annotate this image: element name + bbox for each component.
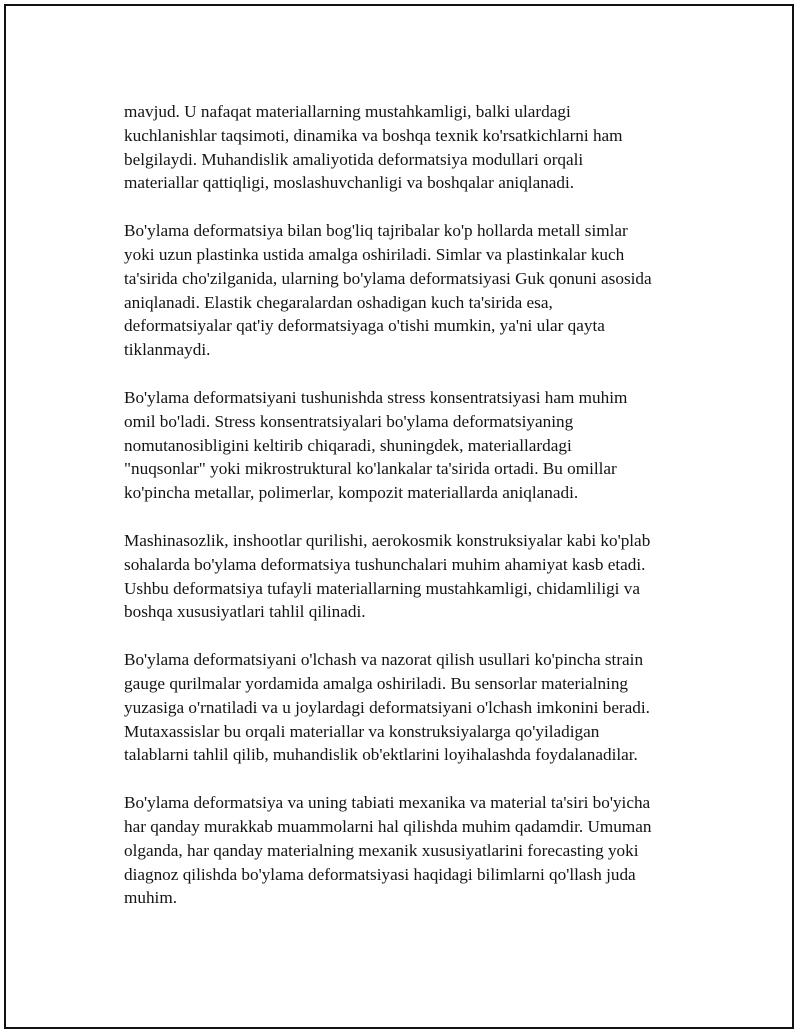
text-line: sohalarda bo'ylama deformatsiya tushunchalari muhim ahamiyat kasb etadi. xyxy=(124,554,646,574)
text-line: tiklanmaydi. xyxy=(124,340,211,360)
text-line: Bo'ylama deformatsiya va uning tabiati mexanika va material ta'siri bo'yicha xyxy=(124,793,651,813)
text-line: materiallar qattiqligi, moslashuvchanligi va boshqalar aniqlanadi. xyxy=(124,173,575,193)
text-line: ta'sirida cho'zilganida, ularning bo'ylama deformatsiyasi Guk qonuni asosida xyxy=(124,268,652,288)
text-line: diagnoz qilishda bo'ylama deformatsiyasi haqidagi bilimlarni qo'llash juda xyxy=(124,864,636,884)
paragraph xyxy=(124,791,704,910)
text-line: olganda, har qanday materialning mexanik xususiyatlarini forecasting yoki xyxy=(124,840,639,860)
text-line: nomutanosibligini keltirib chiqaradi, shuningdek, materiallardagi xyxy=(124,435,572,455)
text-line: muhim. xyxy=(124,888,177,908)
text-line: kuchlanishlar taqsimoti, dinamika va boshqa texnik ko'rsatkichlarni ham xyxy=(124,125,623,145)
text-line: har qanday murakkab muammolarni hal qilishda muhim qadamdir. Umuman xyxy=(124,816,652,836)
text-line: mavjud. U nafaqat materiallarning mustahkamligi, balki ulardagi xyxy=(124,102,571,121)
text-line: Mashinasozlik, inshootlar qurilishi, aerokosmik konstruksiyalar kabi ko'plab xyxy=(124,530,651,550)
text-line: "nuqsonlar" yoki mikrostruktural ko'lankalar ta'sirida ortadi. Bu omillar xyxy=(124,459,617,479)
text-line: Bo'ylama deformatsiyani tushunishda stress konsentratsiyasi ham muhim xyxy=(124,387,628,407)
text-line: omil bo'ladi. Stress konsentratsiyalari bo'ylama deformatsiyaning xyxy=(124,411,574,431)
text-line: Bo'ylama deformatsiya bilan bog'liq tajribalar ko'p hollarda metall simlar xyxy=(124,221,628,241)
text-line: ko'pincha metallar, polimerlar, kompozit materiallarda aniqlanadi. xyxy=(124,483,579,503)
paragraph xyxy=(124,100,704,195)
text-line: yuzasiga o'rnatiladi va u joylardagi deformatsiyani o'lchash imkonini beradi. xyxy=(124,697,650,717)
document-body xyxy=(124,100,704,934)
text-line: deformatsiyalar qat'iy deformatsiyaga o'tishi mumkin, ya'ni ular qayta xyxy=(124,316,605,336)
text-line: aniqlanadi. Elastik chegaralardan oshadigan kuch ta'sirida esa, xyxy=(124,292,553,312)
text-line: gauge qurilmalar yordamida amalga oshiriladi. Bu sensorlar materialning xyxy=(124,673,629,693)
text-line: yoki uzun plastinka ustida amalga oshiriladi. Simlar va plastinkalar kuch xyxy=(124,244,625,264)
text-line: Ushbu deformatsiya tufayli materiallarning mustahkamligi, chidamliligi va xyxy=(124,578,640,598)
text-line: Bo'ylama deformatsiyani o'lchash va nazorat qilish usullari ko'pincha strain xyxy=(124,650,644,670)
paragraph xyxy=(124,648,704,767)
text-line: boshqa xususiyatlari tahlil qilinadi. xyxy=(124,602,366,622)
paragraph xyxy=(124,529,704,624)
paragraph xyxy=(124,219,704,362)
paragraph xyxy=(124,386,704,505)
page-border xyxy=(4,4,794,1029)
text-line: belgilaydi. Muhandislik amaliyotida deformatsiya modullari orqali xyxy=(124,149,584,169)
text-line: Mutaxassislar bu orqali materiallar va konstruksiyalarga qo'yiladigan xyxy=(124,721,600,741)
text-line: talablarni tahlil qilib, muhandislik ob'ektlarini loyihalashda foydalanadilar. xyxy=(124,745,638,765)
